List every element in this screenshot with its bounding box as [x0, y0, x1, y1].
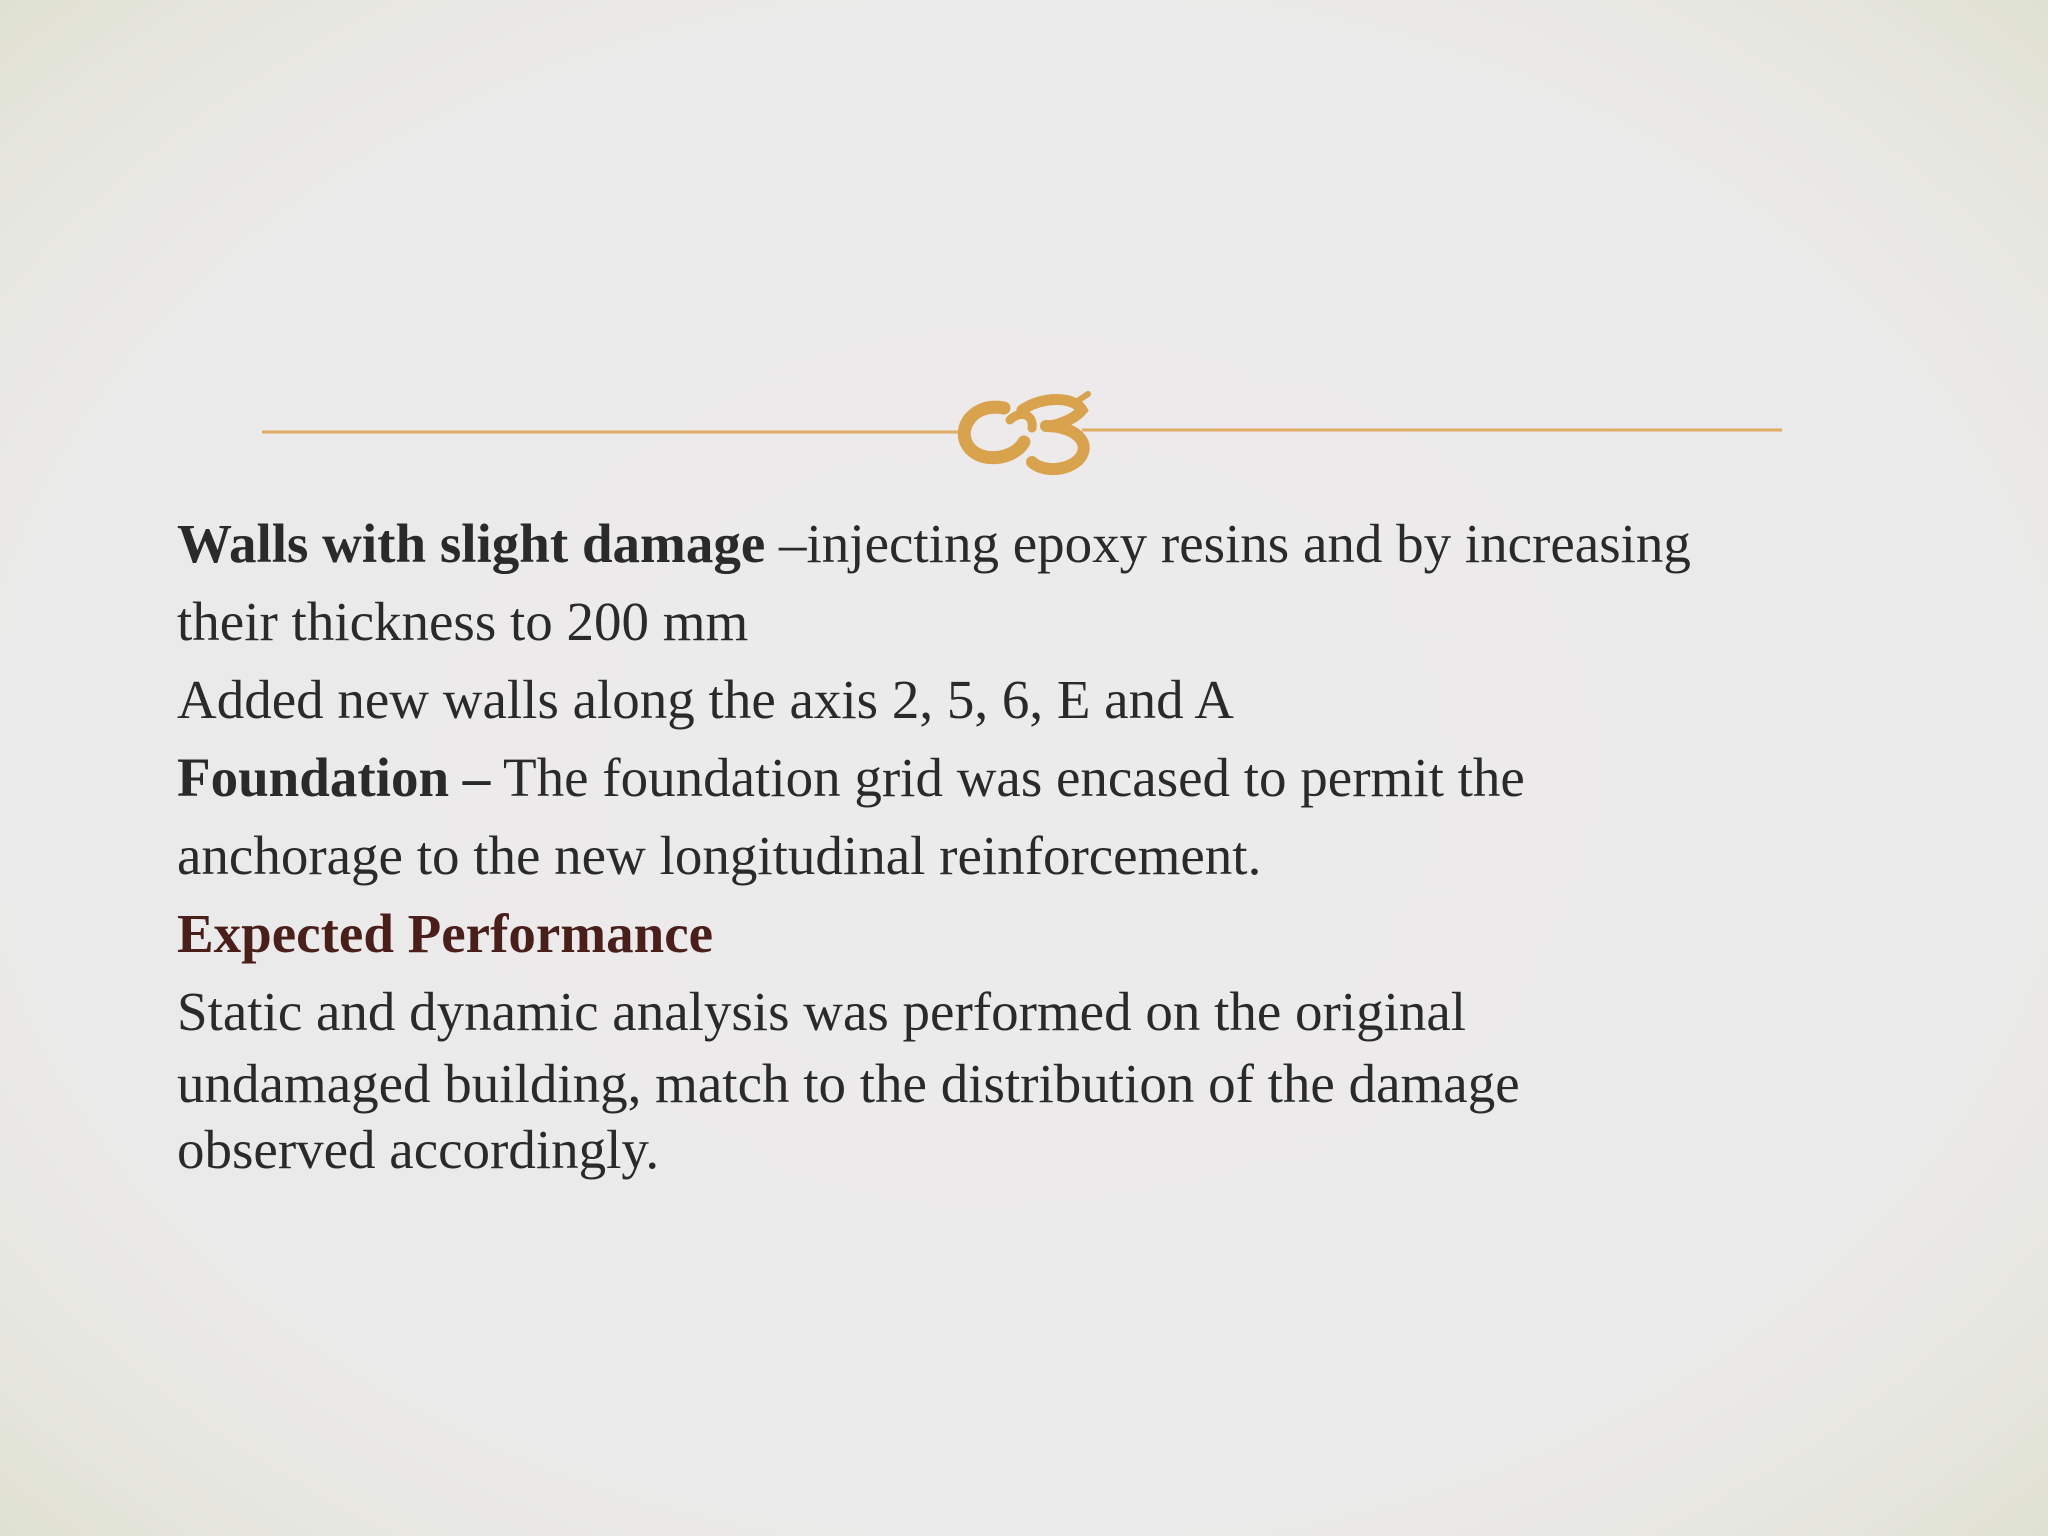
paragraph-foundation: [177, 739, 1737, 895]
paragraph-new-walls: Added new walls along the axis 2, 5, 6, E and A: [177, 669, 1235, 730]
section-heading: Expected Performance: [177, 903, 714, 964]
analysis-line-1: Static and dynamic analysis was performed on the original: [177, 981, 1467, 1042]
foundation-text: The foundation grid was encased to permit the anchorage to the new longitudinal reinforcement.: [177, 747, 1525, 886]
foundation-label: Foundation –: [177, 747, 491, 808]
paragraph-walls: [177, 505, 1737, 661]
slide-body: [177, 505, 1737, 1183]
title-divider: [262, 380, 1782, 480]
scroll-flourish-icon: [964, 394, 1088, 469]
analysis-line-2: undamaged building, match to the distribution of the damage: [177, 1053, 1520, 1114]
walls-text: –injecting epoxy resins and by increasing their thickness to 200 mm: [177, 513, 1691, 652]
analysis-line-3: observed accordingly.: [177, 1119, 660, 1180]
walls-label: Walls with slight damage: [177, 513, 766, 574]
